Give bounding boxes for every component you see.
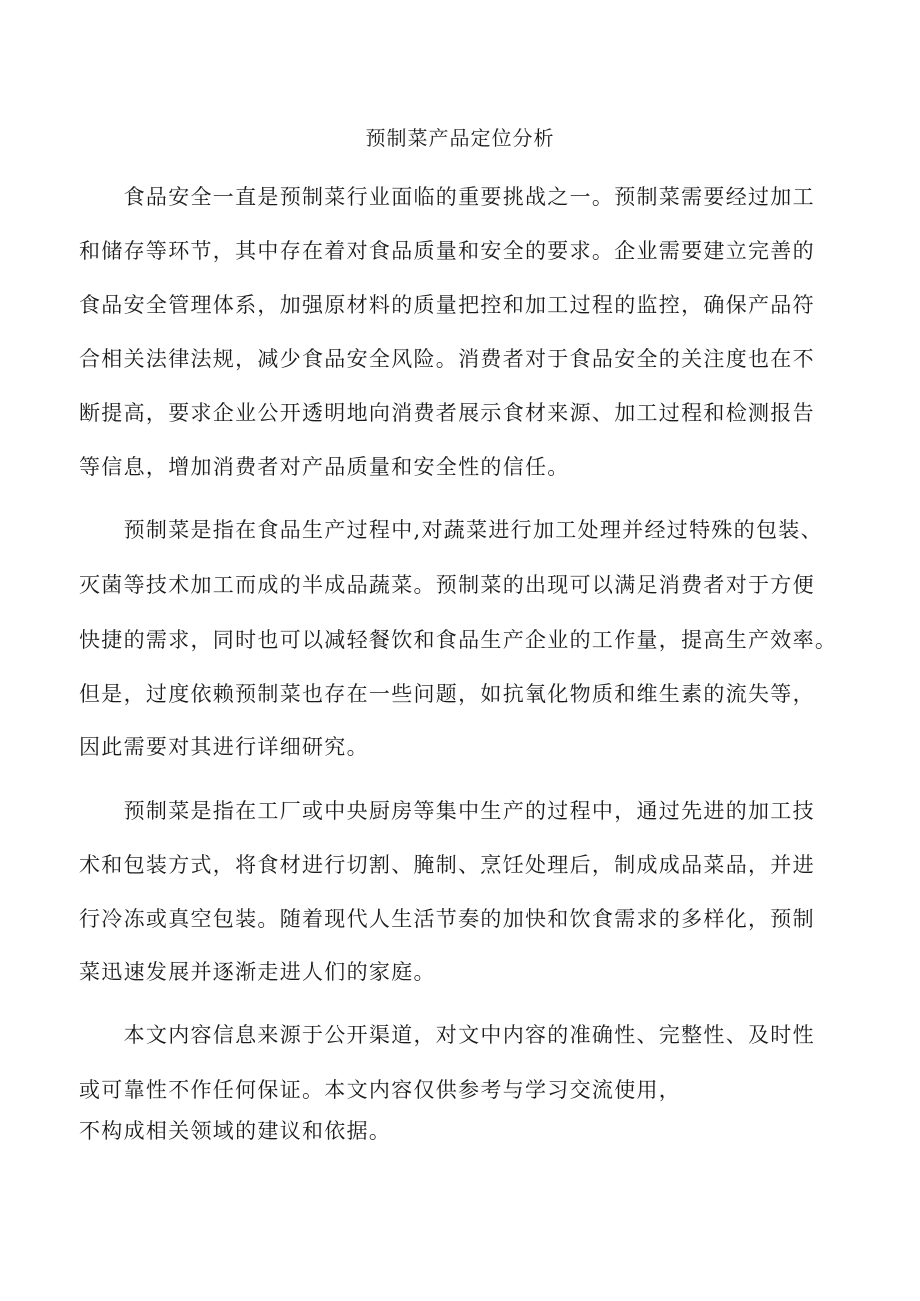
text-line: 因此需要对其进行详细研究。 xyxy=(79,735,369,759)
text-line: 但是，过度依赖预制菜也存在一些问题，如抗氧化物质和维生素的流失等， xyxy=(79,682,815,706)
text-line: 术和包装方式，将食材进行切割、腌制、烹饪处理后，制成成品菜品，并进 xyxy=(79,853,815,877)
text-line: 或可靠性不作任何保证。本文内容仅供参考与学习交流使用， xyxy=(79,1078,682,1102)
document-title: 预制菜产品定位分析 xyxy=(365,126,555,150)
text-line: 预制菜是指在工厂或中央厨房等集中生产的过程中，通过先进的加工技 xyxy=(79,799,815,823)
text-line: 行冷冻或真空包装。随着现代人生活节奏的加快和饮食需求的多样化，预制 xyxy=(79,907,815,931)
text-line: 断提高，要求企业公开透明地向消费者展示食材来源、加工过程和检测报告 xyxy=(79,401,815,425)
text-line: 菜迅速发展并逐渐走进人们的家庭。 xyxy=(79,960,436,984)
text-line: 快捷的需求，同时也可以减轻餐饮和食品生产企业的工作量，提高生产效率。 xyxy=(79,628,838,652)
text-line: 不构成相关领域的建议和依据。 xyxy=(79,1119,392,1143)
text-line: 合相关法律法规，减少食品安全风险。消费者对于食品安全的关注度也在不 xyxy=(79,347,815,371)
text-line: 食品安全一直是预制菜行业面临的重要挑战之一。预制菜需要经过加工 xyxy=(79,185,815,209)
text-line: 本文内容信息来源于公开渠道，对文中内容的准确性、完整性、及时性 xyxy=(79,1023,815,1047)
text-line: 和储存等环节，其中存在着对食品质量和安全的要求。企业需要建立完善的 xyxy=(79,239,815,263)
text-line: 预制菜是指在食品生产过程中,对蔬菜进行加工处理并经过特殊的包装、 xyxy=(79,518,823,542)
text-line: 灭菌等技术加工而成的半成品蔬菜。预制菜的出现可以满足消费者对于方便 xyxy=(79,573,815,597)
text-line: 等信息，增加消费者对产品质量和安全性的信任。 xyxy=(79,455,570,479)
text-line: 食品安全管理体系，加强原材料的质量把控和加工过程的监控，确保产品符 xyxy=(79,293,815,317)
